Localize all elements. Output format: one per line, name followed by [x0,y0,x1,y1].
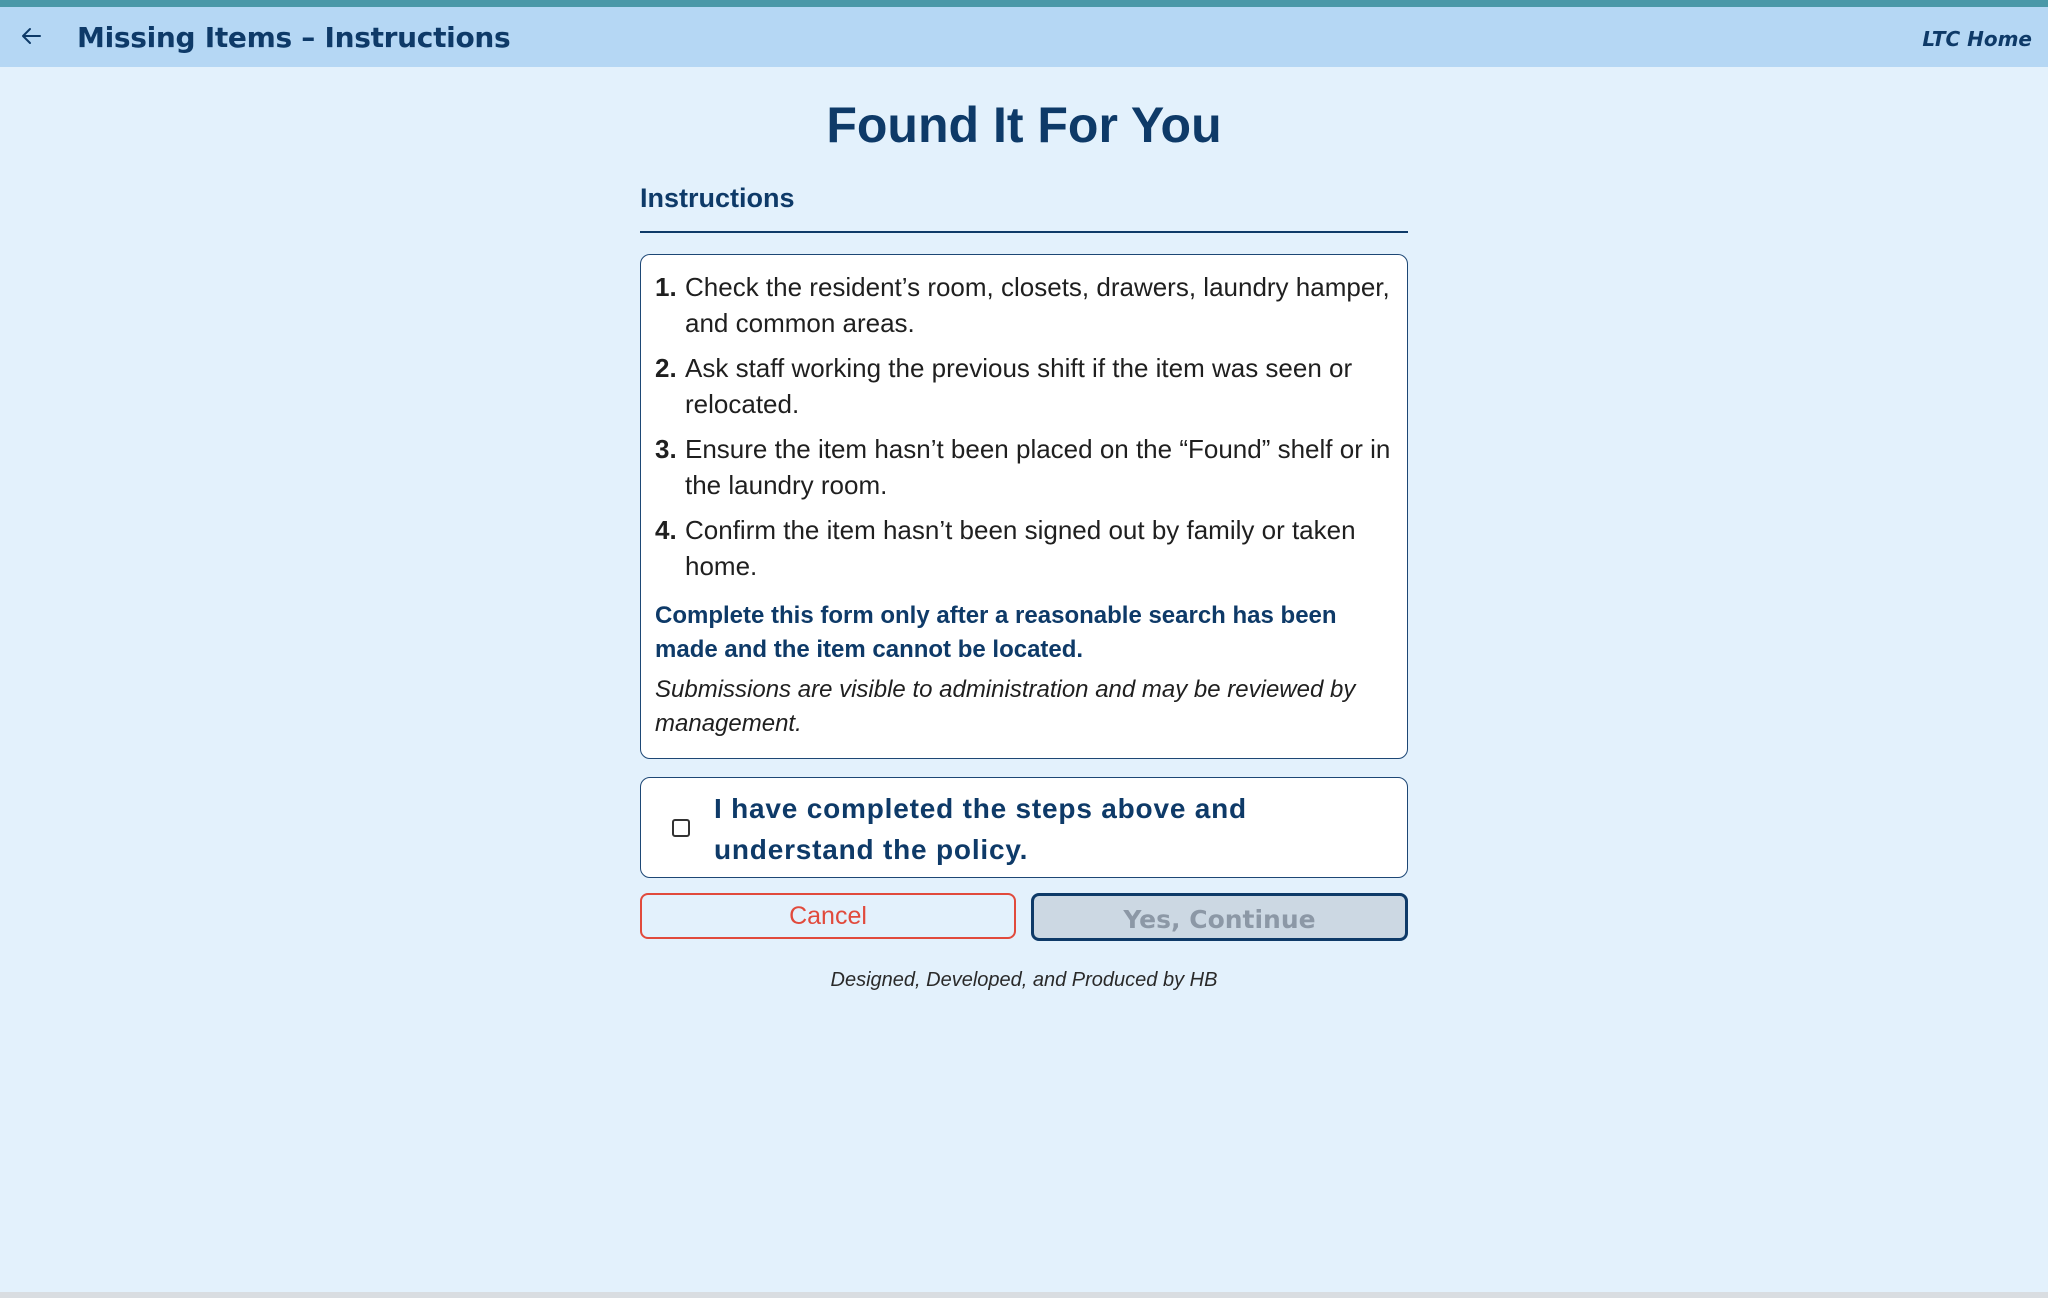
instructions-heading: Instructions [640,183,795,213]
instruction-step [655,350,1395,422]
step-number: 2. [655,353,677,383]
instruction-steps [655,269,1395,584]
visibility-notice: Submissions are visible to administration and may be reviewed by management. [655,676,1356,737]
instruction-step [655,512,1395,584]
instructions-card [640,254,1408,759]
arrow-left-icon [20,25,42,52]
continue-button[interactable]: Yes, Continue [1031,893,1408,941]
instruction-step [655,431,1395,503]
step-text: Ensure the item hasn’t been placed on the “Found” shelf or in the laundry room. [685,434,1391,500]
section-divider [640,231,1408,233]
app-bar [0,7,2048,67]
step-text: Ask staff working the previous shift if the item was seen or relocated. [685,353,1353,419]
search-requirement-notice: Complete this form only after a reasonable search has been made and the item cannot be located. [655,602,1337,663]
acknowledgement-label: I have completed the steps above and understand the policy. [714,793,1247,865]
footer-credit: Designed, Developed, and Produced by HB [830,969,1218,991]
step-text: Check the resident’s room, closets, drawers, laundry hamper, and common areas. [685,272,1390,338]
app-bar-title: Missing Items – Instructions [77,21,511,54]
step-number: 4. [655,515,677,545]
cancel-button[interactable]: Cancel [640,893,1016,939]
back-button[interactable] [14,21,48,55]
step-number: 1. [655,272,677,302]
instruction-step [655,269,1395,341]
step-text: Confirm the item hasn’t been signed out by family or taken home. [685,515,1356,581]
acknowledgement-checkbox[interactable] [672,819,690,837]
page-title: Found It For You [826,97,1222,153]
step-number: 3. [655,434,677,464]
window-top-strip [0,0,2048,7]
window-bottom-edge [0,1292,2048,1298]
ltc-home-link[interactable]: LTC Home [1922,27,2032,51]
acknowledgement-box[interactable] [640,777,1408,878]
